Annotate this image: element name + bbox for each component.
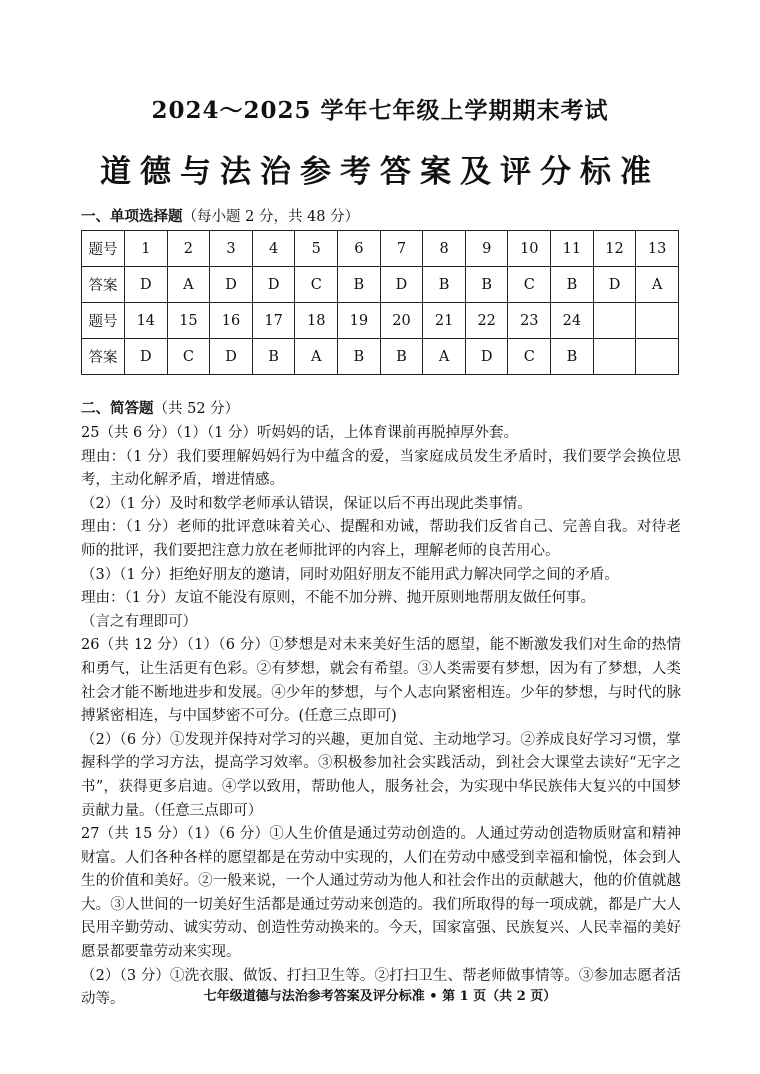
answer-paragraph: （2）（3 分）①洗衣服、做饭、打扫卫生等。②打扫卫生、帮老师做事情等。③参加志愿者活动等。 <box>81 967 681 1008</box>
section1-heading-label: 一、单项选择题 <box>81 208 183 225</box>
answer-cell: C <box>508 339 551 375</box>
question-number-cell: 13 <box>636 231 679 267</box>
section1-heading-note: （每小题 2 分，共 48 分） <box>182 209 360 225</box>
answer-paragraph: （2）（6 分）①发现并保持对学习的兴趣，更加自觉、主动地学习。②养成良好学习习惯，掌握科学的学习方法，提高学习效率。③积极参加社会实践活动，到社会大课堂去读好“无字之书”，获得更多启迪。④学以致用，帮助他人，服务社会，为实现中华民族伟大复兴的中国梦贡献力量。（任意三点即可） <box>81 731 681 819</box>
answer-cell: A <box>423 339 466 375</box>
answer-cell <box>636 339 679 375</box>
question-number-cell: 19 <box>338 303 381 339</box>
answer-cell <box>593 339 636 375</box>
section2-answers <box>81 422 681 1012</box>
question-number-cell: 7 <box>380 231 423 267</box>
answer-paragraph: 26（共 12 分）（1）（6 分）①梦想是对未来美好生活的愿望，能不断激发我们对生命的热情和勇气，让生活更有色彩。②有梦想，就会有希望。③人类需要有梦想，因为有了梦想，人类社会才能不断地进步和发展。④少年的梦想，与个人志向紧密相连。少年的梦想，与时代的脉搏紧密相连，与中国梦密不可分。(任意三点即可) <box>81 637 681 725</box>
answer-cell: A <box>636 267 679 303</box>
answer-paragraph: 27（共 15 分）（1）（6 分）①人生价值是通过劳动创造的。人通过劳动创造物质财富和精神财富。人们各种各样的愿望都是在劳动中实现的，人们在劳动中感受到幸福和愉悦，体会到人生的价值和美好。②一般来说，一个人通过劳动为他人和社会作出的贡献越大，他的价值就越大。③人世间的一切美好生活都是通过劳动来创造的。我们所取得的每一项成就，都是广大人民用辛勤劳动、诚实劳动、创造性劳动换来的。今天，国家富强、民族复兴、人民幸福的美好愿景都要靠劳动来实现。 <box>81 826 681 961</box>
question-number-cell: 5 <box>295 231 338 267</box>
question-number-cell <box>636 303 679 339</box>
question-number-row-label: 题号 <box>82 231 125 267</box>
question-number-cell: 16 <box>210 303 253 339</box>
answer-paragraph: （言之有理即可） <box>81 613 197 630</box>
answer-cell: B <box>423 267 466 303</box>
answer-cell: D <box>380 267 423 303</box>
question-number-cell <box>593 303 636 339</box>
question-number-cell: 17 <box>252 303 295 339</box>
document-title: 道德与法治参考答案及评分标准 <box>100 154 660 190</box>
answer-row <box>82 339 679 375</box>
question-number-cell: 11 <box>551 231 594 267</box>
answer-cell: D <box>593 267 636 303</box>
question-number-cell: 4 <box>252 231 295 267</box>
question-number-cell: 10 <box>508 231 551 267</box>
question-number-cell: 3 <box>210 231 253 267</box>
section1-heading <box>81 205 359 226</box>
question-number-row-label: 题号 <box>82 303 125 339</box>
question-number-cell: 9 <box>465 231 508 267</box>
section2-heading-note: （共 52 分） <box>153 401 240 417</box>
section2-heading-label: 二、简答题 <box>81 400 154 417</box>
question-number-cell: 21 <box>423 303 466 339</box>
answer-cell: B <box>338 339 381 375</box>
answer-cell: B <box>252 339 295 375</box>
question-number-row <box>82 303 679 339</box>
answer-cell: A <box>167 267 210 303</box>
answer-cell: C <box>295 267 338 303</box>
answer-cell: D <box>252 267 295 303</box>
answer-paragraph: 理由：（1 分）老师的批评意味着关心、提醒和劝诫，帮助我们反省自己、完善自我。对待老师的批评，我们要把注意力放在老师批评的内容上，理解老师的良苦用心。 <box>81 519 681 559</box>
answer-paragraph: （3）（1 分）拒绝好朋友的邀请，同时劝阻好朋友不能用武力解决同学之间的矛盾。 <box>81 566 619 583</box>
page-footer: 七年级道德与法治参考答案及评分标准 • 第 1 页（共 2 页） <box>203 989 557 1004</box>
question-number-cell: 12 <box>593 231 636 267</box>
answer-cell: D <box>210 267 253 303</box>
answer-paragraph: 25（共 6 分）（1）（1 分）听妈妈的话，上体育课前再脱掉厚外套。 <box>81 425 518 441</box>
answer-paragraph: 理由：（1 分）友谊不能没有原则，不能不加分辨、抛开原则地帮朋友做任何事。 <box>81 590 596 607</box>
answer-paragraph: 理由：（1 分）我们要理解妈妈行为中蕴含的爱，当家庭成员发生矛盾时，我们要学会换位思考，主动化解矛盾，增进情感。 <box>81 448 681 489</box>
answer-cell: D <box>125 267 168 303</box>
answer-table <box>81 230 679 375</box>
question-number-cell: 24 <box>551 303 594 339</box>
answer-row <box>82 267 679 303</box>
question-number-cell: 6 <box>338 231 381 267</box>
question-number-cell: 23 <box>508 303 551 339</box>
question-number-cell: 14 <box>125 303 168 339</box>
question-number-cell: 15 <box>167 303 210 339</box>
answer-cell: B <box>551 339 594 375</box>
answer-row-label: 答案 <box>82 267 125 303</box>
exam-title: 2024～2025 学年七年级上学期期末考试 <box>151 97 609 124</box>
answer-cell: D <box>210 339 253 375</box>
answer-paragraph: （2）（1 分）及时和数学老师承认错误，保证以后不再出现此类事情。 <box>81 495 532 512</box>
answer-cell: D <box>125 339 168 375</box>
question-number-cell: 8 <box>423 231 466 267</box>
question-number-cell: 22 <box>465 303 508 339</box>
answer-cell: D <box>465 339 508 375</box>
answer-cell: B <box>551 267 594 303</box>
answer-cell: C <box>167 339 210 375</box>
question-number-cell: 1 <box>125 231 168 267</box>
question-number-row <box>82 231 679 267</box>
question-number-cell: 18 <box>295 303 338 339</box>
section2-heading <box>81 397 239 418</box>
answer-cell: B <box>465 267 508 303</box>
answer-cell: C <box>508 267 551 303</box>
question-number-cell: 2 <box>167 231 210 267</box>
answer-row-label: 答案 <box>82 339 125 375</box>
answer-cell: B <box>338 267 381 303</box>
question-number-cell: 20 <box>380 303 423 339</box>
answer-cell: A <box>295 339 338 375</box>
answer-cell: B <box>380 339 423 375</box>
